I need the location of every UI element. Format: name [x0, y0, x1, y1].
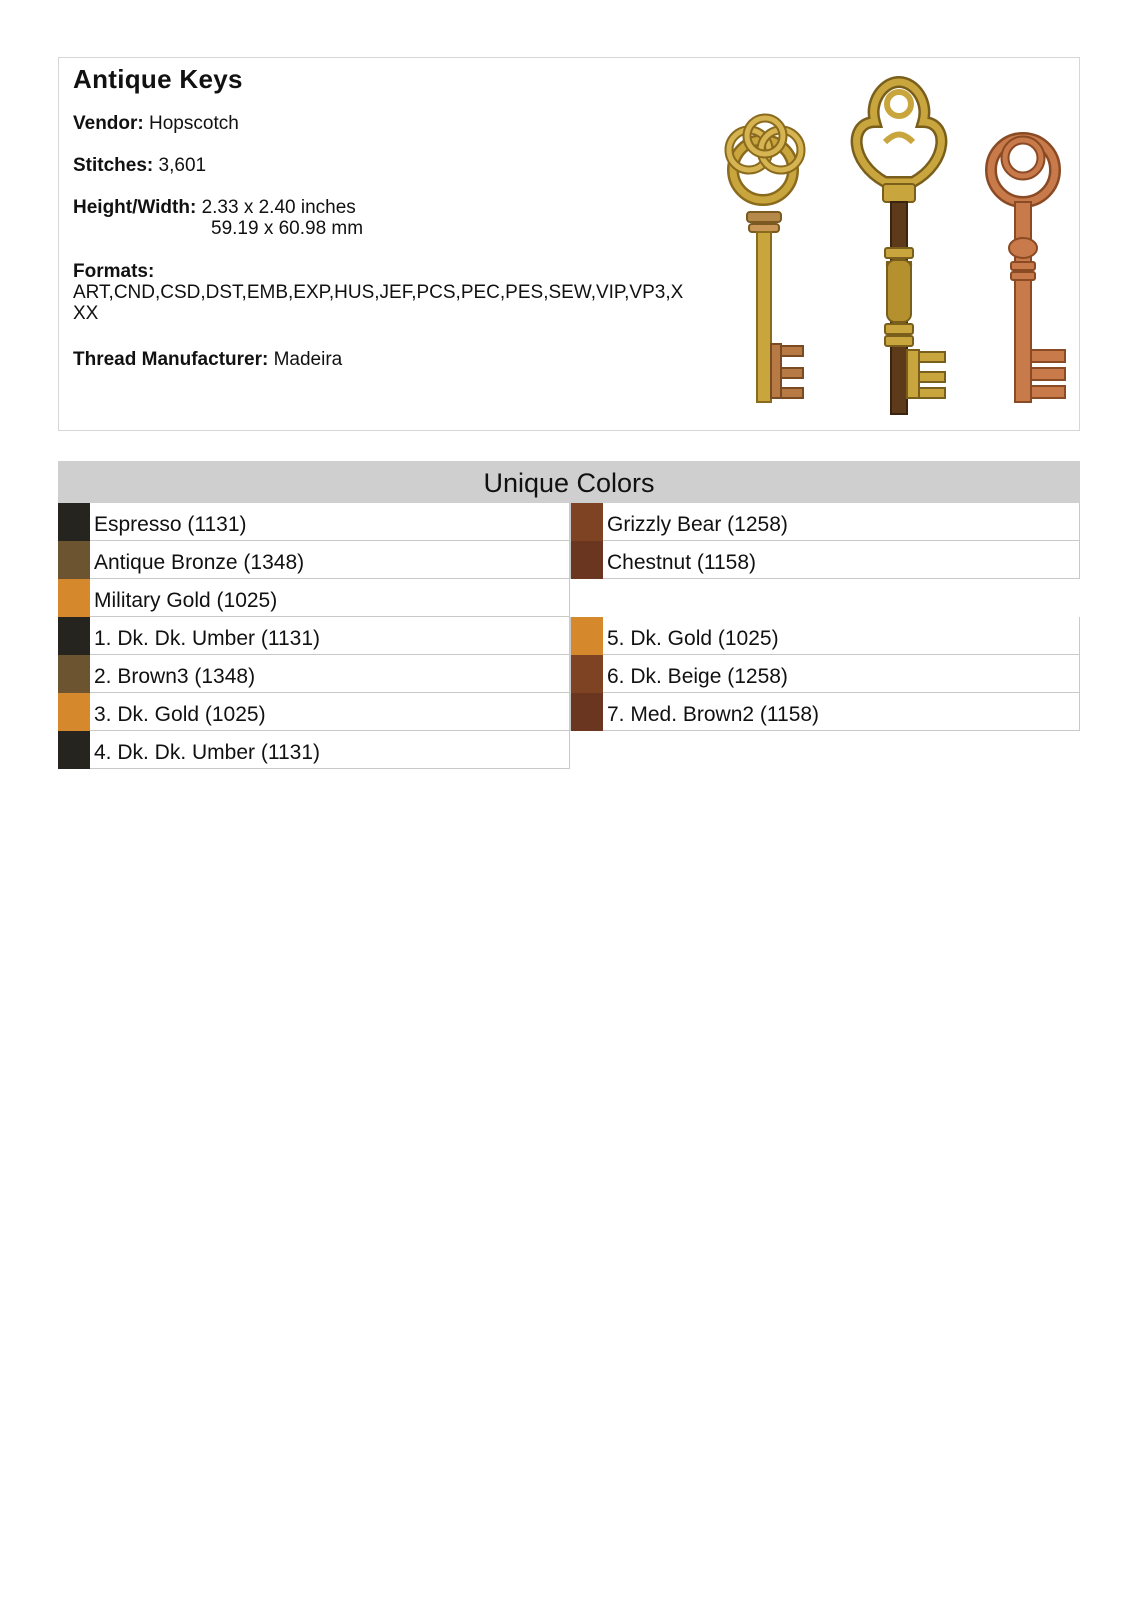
color-label: 4. Dk. Dk. Umber (1131) [94, 741, 321, 764]
formats-value: ART,CND,CSD,DST,EMB,EXP,HUS,JEF,PCS,PEC,PES,SEW,VIP,VP3,XXX [73, 282, 684, 324]
formats-label-row [73, 261, 154, 283]
stitches-value: 3,601 [158, 155, 207, 176]
color-swatch [58, 617, 90, 655]
color-swatch [571, 655, 603, 693]
design-info-panel [58, 57, 1080, 431]
color-row [58, 693, 570, 731]
color-row [570, 617, 1080, 655]
height-width-inches: 2.33 x 2.40 inches [201, 197, 356, 218]
design-title: Antique Keys [73, 64, 243, 94]
color-label: Military Gold (1025) [94, 589, 278, 612]
vendor-value: Hopscotch [149, 113, 239, 134]
unique-colors-table [58, 461, 1080, 803]
color-label: 1. Dk. Dk. Umber (1131) [94, 627, 321, 650]
thread-label: Thread Manufacturer: [73, 349, 269, 370]
copper-key-icon [991, 138, 1065, 402]
color-row [58, 579, 570, 617]
color-label: 3. Dk. Gold (1025) [94, 703, 266, 726]
color-label: Espresso (1131) [94, 513, 247, 536]
color-row [58, 541, 570, 579]
color-swatch [58, 693, 90, 731]
formats-label: Formats: [73, 261, 155, 282]
thread-field [73, 349, 342, 371]
color-label: 2. Brown3 (1348) [94, 665, 256, 688]
color-label: 7. Med. Brown2 (1158) [607, 703, 820, 726]
stitches-label: Stitches: [73, 155, 154, 176]
color-row [570, 693, 1080, 731]
color-row [58, 617, 570, 655]
height-width-label: Height/Width: [73, 197, 197, 218]
dark-key-icon [857, 82, 945, 414]
color-swatch [571, 541, 603, 579]
gold-key-icon [729, 118, 803, 402]
color-row [570, 541, 1080, 579]
color-label: 5. Dk. Gold (1025) [607, 627, 779, 650]
unique-colors-header: Unique Colors [58, 461, 1080, 503]
vendor-label: Vendor: [73, 113, 144, 134]
color-swatch [58, 503, 90, 541]
color-row [58, 731, 570, 769]
color-swatch [58, 541, 90, 579]
color-swatch [58, 579, 90, 617]
height-width-field [73, 197, 356, 219]
color-label: Chestnut (1158) [607, 551, 757, 574]
thread-value: Madeira [273, 349, 343, 370]
color-swatch [571, 617, 603, 655]
color-row [58, 503, 570, 541]
color-label: Grizzly Bear (1258) [607, 513, 788, 536]
antique-keys-illustration [699, 62, 1075, 422]
color-label: Antique Bronze (1348) [94, 551, 305, 574]
stitches-field [73, 155, 206, 177]
color-row [570, 503, 1080, 541]
color-row [58, 655, 570, 693]
color-label: 6. Dk. Beige (1258) [607, 665, 788, 688]
color-swatch [58, 731, 90, 769]
color-swatch [58, 655, 90, 693]
color-swatch [571, 503, 603, 541]
color-swatch [571, 693, 603, 731]
vendor-field [73, 113, 239, 135]
height-width-mm: 59.19 x 60.98 mm [211, 218, 364, 239]
color-row [570, 655, 1080, 693]
color-rows [58, 503, 1080, 803]
